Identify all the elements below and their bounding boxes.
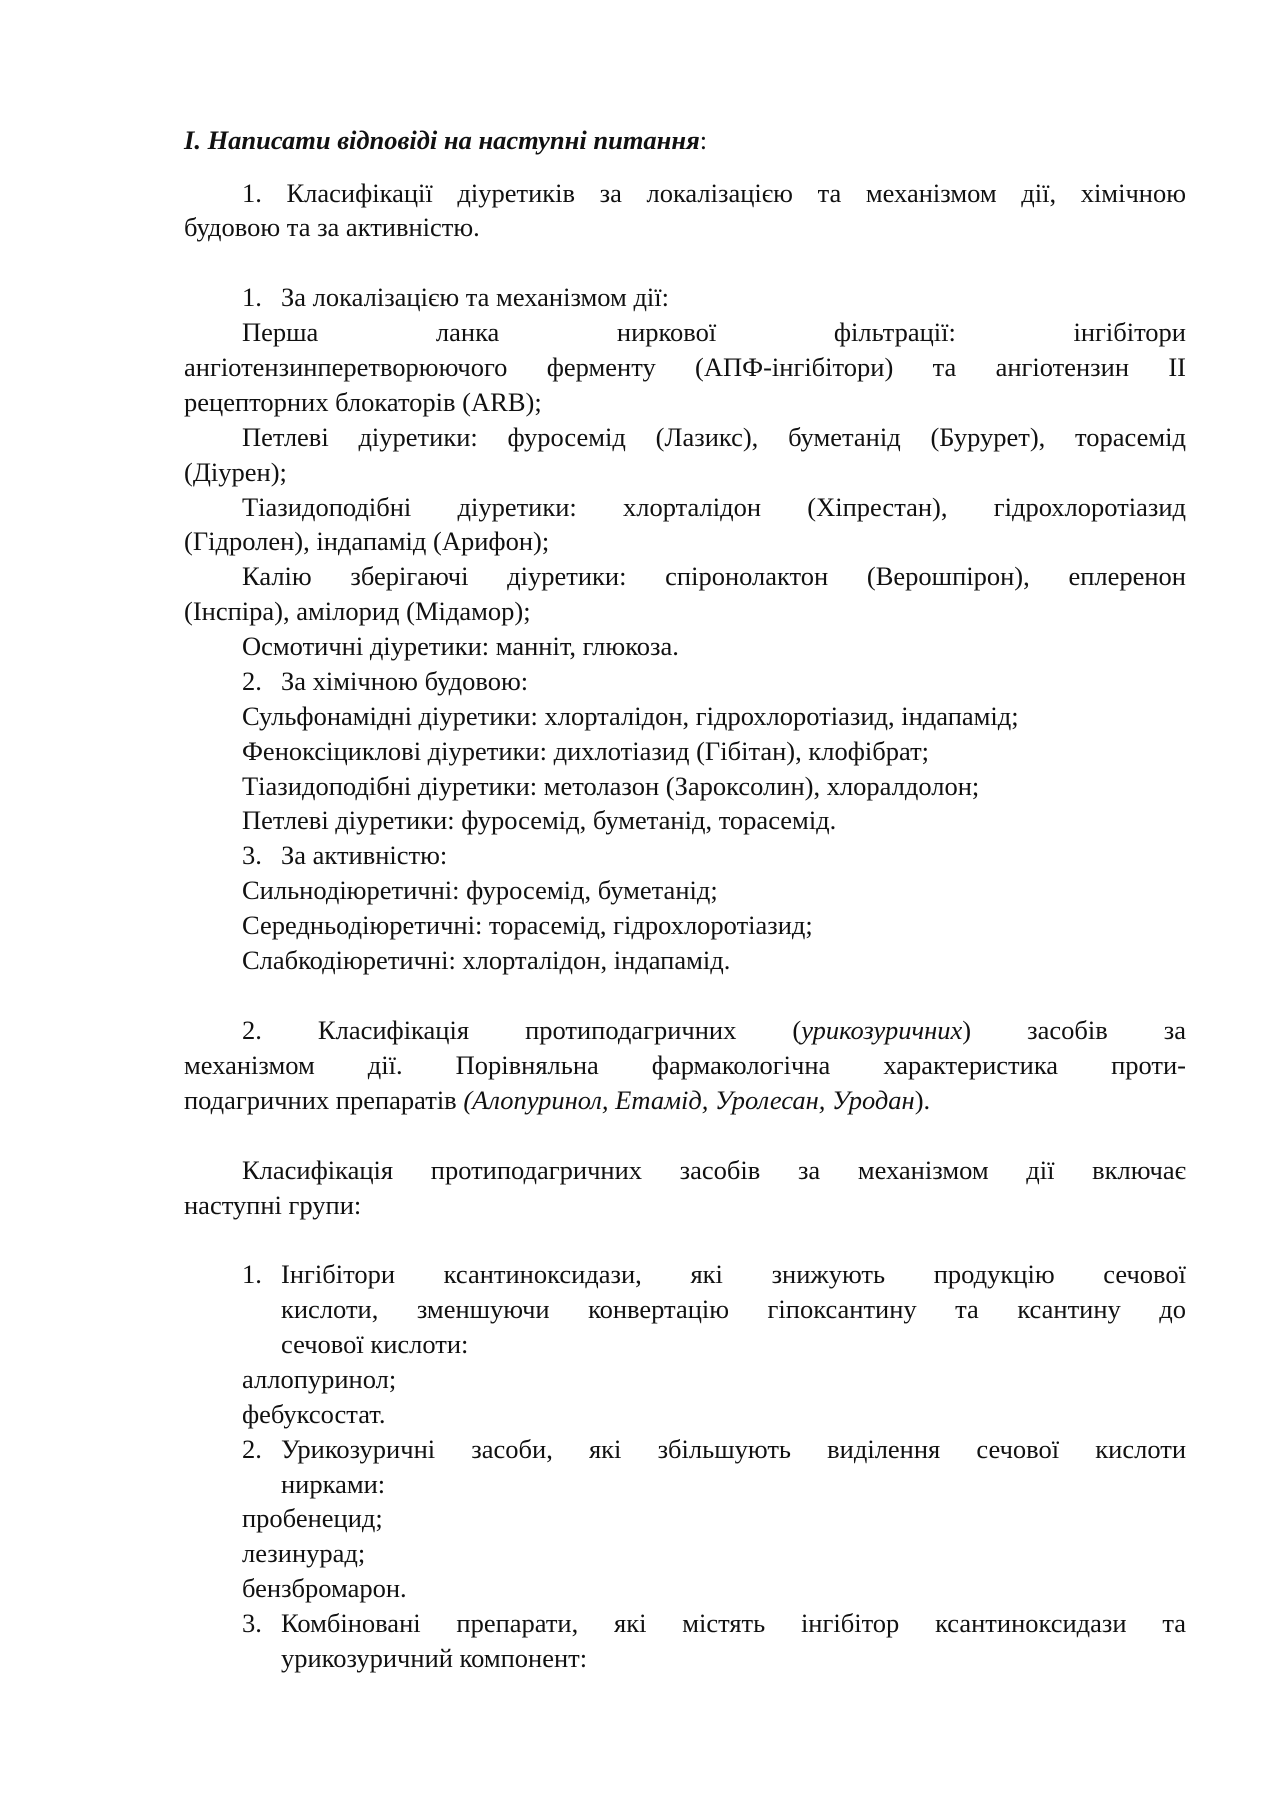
list-item: (Діурен); — [184, 457, 287, 487]
drug-item: лезинурад; — [242, 1538, 366, 1568]
list-item: Слабкодіюретичні: хлорталідон, індапамід. — [242, 945, 731, 975]
heading-colon: : — [699, 125, 708, 155]
heading-title: І. Написати відповіді на наступні питання — [184, 125, 700, 155]
section-1-title: За локалізацією та механізмом дії: — [281, 282, 670, 312]
group-1-number: 1. — [242, 1259, 262, 1289]
group-3-line: урикозуричний компонент: — [281, 1643, 588, 1673]
list-item: Петлеві діуретики: фуросемід, буметанід, торасемід. — [242, 805, 837, 835]
group-3-number: 3. — [242, 1608, 262, 1638]
question-2-line-2: механізмом дії. Порівняльна фармакологічна характеристика проти- — [184, 1050, 1186, 1080]
list-item: рецепторних блокаторів (ARB); — [184, 387, 542, 417]
list-item: Осмотичні діуретики: манніт, глюкоза. — [242, 631, 679, 661]
section-3-number: 3. — [242, 840, 262, 870]
classification-intro-line-2: наступні групи: — [184, 1190, 362, 1220]
list-item: Тіазидоподібні діуретики: метолазон (Зароксолин), хлоралдолон; — [242, 771, 980, 801]
question-1-line-1: 1. Класифікації діуретиків за локалізацією та механізмом дії, хімічною — [242, 178, 1186, 208]
section-1-number: 1. — [242, 282, 262, 312]
list-item: Калію зберігаючі діуретики: спіронолактон (Верошпірон), еплеренон — [242, 561, 1186, 591]
list-item: Феноксіциклові діуретики: дихлотіазид (Гібітан), клофібрат; — [242, 736, 930, 766]
group-1-line: сечової кислоти: — [281, 1329, 469, 1359]
list-item: ангіотензинперетворюючого ферменту (АПФ-інгібітори) та ангіотензин II — [184, 352, 1186, 382]
group-1-line: Інгібітори ксантиноксидази, які знижують продукцію сечової — [281, 1259, 1186, 1289]
section-3-title: За активністю: — [281, 840, 448, 870]
drug-item: пробенецид; — [242, 1503, 383, 1533]
group-2-line: нирками: — [281, 1469, 386, 1499]
page-heading — [184, 123, 707, 158]
drug-item: фебуксостат. — [242, 1399, 386, 1429]
question-2-drug-list: (Алопуринол, Етамід, Уролесан, Уродан — [463, 1085, 915, 1115]
drug-item: бензбромарон. — [242, 1573, 407, 1603]
group-1-line: кислоти, зменшуючи конвертацію гіпоксантину та ксантину до — [281, 1294, 1186, 1324]
group-2-line: Урикозуричні засоби, які збільшують виділення сечової кислоти — [281, 1434, 1186, 1464]
section-2-number: 2. — [242, 666, 262, 696]
list-item: Петлеві діуретики: фуросемід (Лазикс), буметанід (Бурурет), торасемід — [242, 422, 1186, 452]
classification-intro-line-1: Класифікація протиподагричних засобів за механізмом дії включає — [242, 1155, 1186, 1185]
question-2-italic-term: урикозуричних — [801, 1015, 963, 1045]
question-2-text-a: 2. Класифікація протиподагричних ( — [242, 1015, 802, 1045]
list-item: Сульфонамідні діуретики: хлорталідон, гідрохлоротіазид, індапамід; — [242, 701, 1019, 731]
list-item: Сильнодіюретичні: фуросемід, буметанід; — [242, 875, 718, 905]
question-2-text-c: подагричних препаратів — [184, 1085, 464, 1115]
question-2-line-3 — [184, 1083, 930, 1118]
section-2-title: За хімічною будовою: — [281, 666, 529, 696]
drug-item: аллопуринол; — [242, 1364, 397, 1394]
question-2-text-b: ) засобів за — [962, 1015, 1187, 1045]
group-3-line: Комбіновані препарати, які містять інгібітор ксантиноксидази та — [281, 1608, 1186, 1638]
list-item: Середньодіюретичні: торасемід, гідрохлоротіазид; — [242, 910, 813, 940]
group-2-number: 2. — [242, 1434, 262, 1464]
question-2-line-1 — [242, 1013, 1186, 1048]
question-2-text-d: ). — [914, 1085, 931, 1115]
list-item: (Інспіра), амілорид (Мідамор); — [184, 596, 531, 626]
list-item: Тіазидоподібні діуретики: хлорталідон (Хіпрестан), гідрохлоротіазид — [242, 492, 1186, 522]
list-item: Перша ланка ниркової фільтрації: інгібітори — [242, 317, 1186, 347]
question-1-line-2: будовою та за активністю. — [184, 212, 480, 242]
list-item: (Гідролен), індапамід (Арифон); — [184, 526, 550, 556]
